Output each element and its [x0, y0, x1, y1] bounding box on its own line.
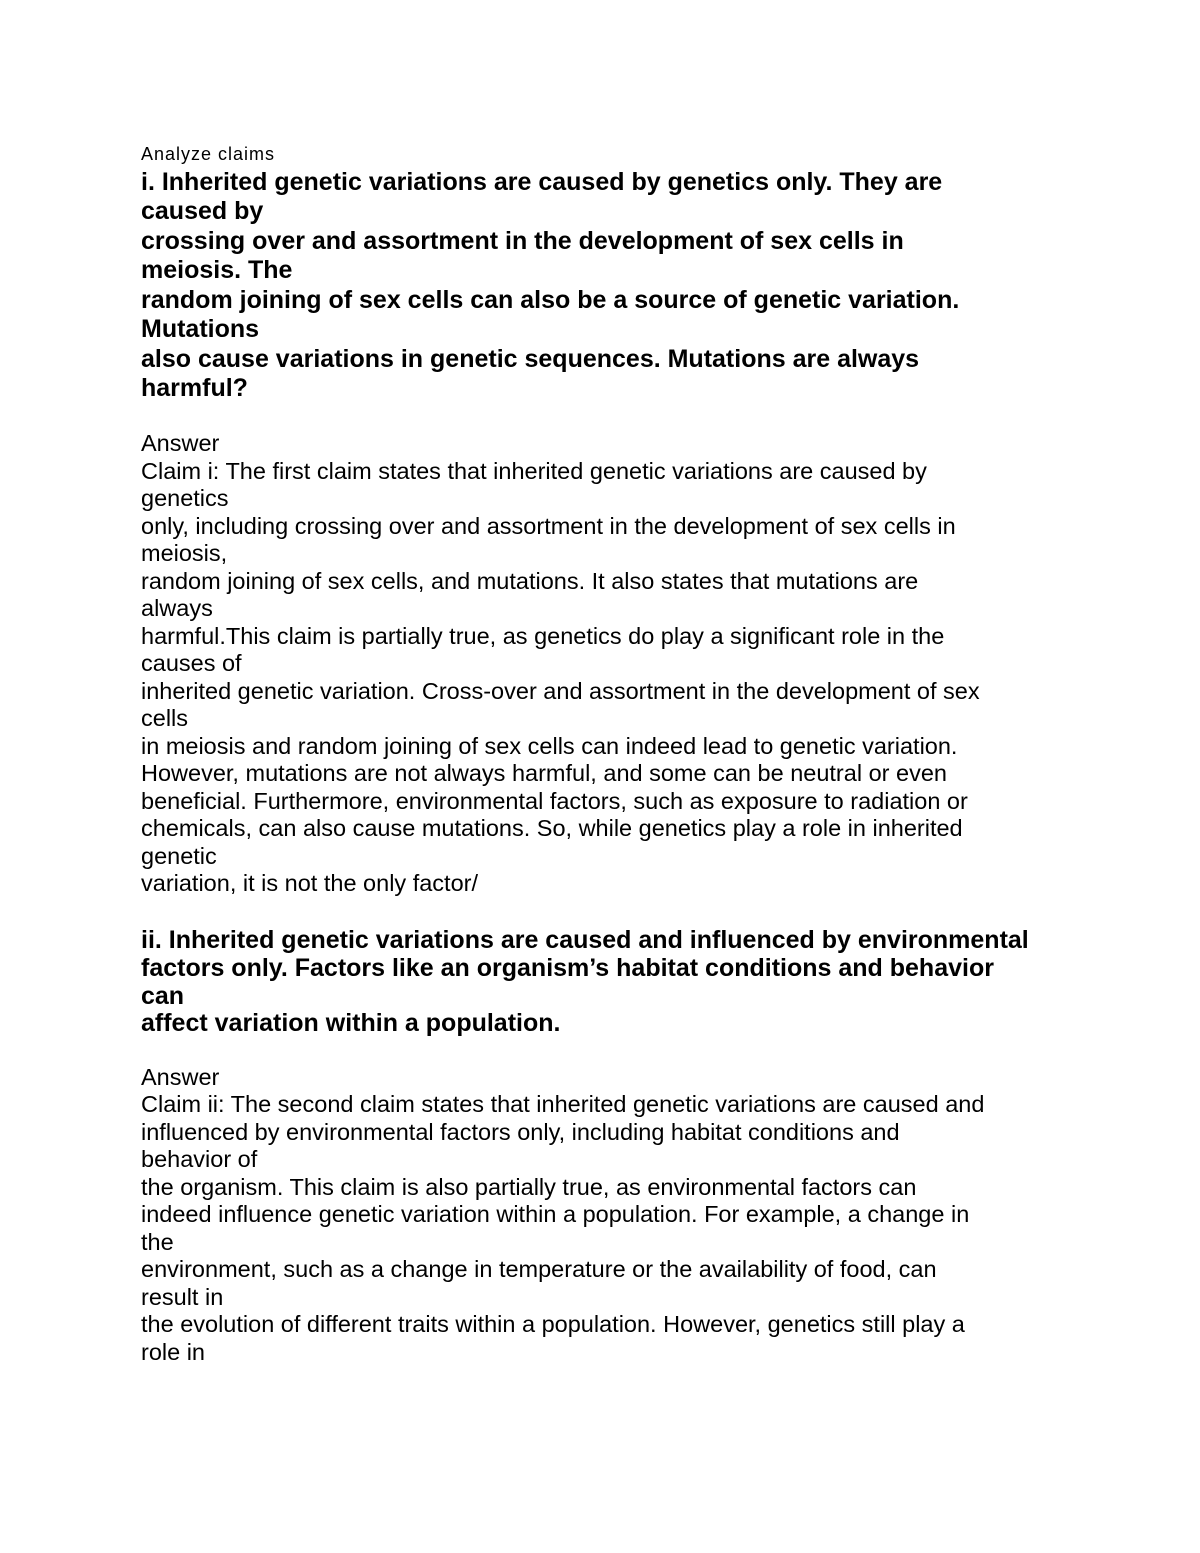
answer-i-line: inherited genetic variation. Cross-over and assortment in the development of sex	[141, 678, 980, 704]
claim-i-line: harmful?	[141, 374, 248, 402]
answer-ii-line: the organism. This claim is also partially true, as environmental factors can	[141, 1174, 917, 1200]
answer-i-line: in meiosis and random joining of sex cells can indeed lead to genetic variation.	[141, 733, 958, 759]
answer-ii-line: the	[141, 1229, 174, 1255]
claim-ii-line: ii. Inherited genetic variations are caused and influenced by environmental	[141, 926, 1029, 954]
claim-i-line: meiosis. The	[141, 256, 293, 284]
answer-ii-line: environment, such as a change in temperature or the availability of food, can	[141, 1256, 937, 1282]
answer-ii-line: influenced by environmental factors only, including habitat conditions and	[141, 1119, 900, 1145]
answer-i-line: variation, it is not the only factor/	[141, 870, 478, 896]
claim-ii-line: factors only. Factors like an organism’s habitat conditions and behavior	[141, 954, 994, 982]
claim-i-line: crossing over and assortment in the development of sex cells in	[141, 227, 904, 255]
answer-i-line: harmful.This claim is partially true, as genetics do play a significant role in the	[141, 623, 945, 649]
answer-i-line: beneficial. Furthermore, environmental factors, such as exposure to radiation or	[141, 788, 968, 814]
answer-ii-line: role in	[141, 1339, 206, 1365]
answer-i-line: genetic	[141, 843, 217, 869]
claim-ii-line: affect variation within a population.	[141, 1009, 561, 1037]
claim-i-line: Mutations	[141, 315, 260, 343]
answer-i-line: causes of	[141, 650, 242, 676]
claim-ii-line: can	[141, 982, 185, 1010]
answer-i-line: always	[141, 595, 213, 621]
answer-ii-line: indeed influence genetic variation within a population. For example, a change in	[141, 1201, 970, 1227]
answer-i-line: cells	[141, 705, 189, 731]
answer-i-line: genetics	[141, 485, 229, 511]
answer-i-line: chemicals, can also cause mutations. So, while genetics play a role in inherited	[141, 815, 963, 841]
answer-ii-line: Claim ii: The second claim states that inherited genetic variations are caused and	[141, 1091, 985, 1117]
claim-i-line: i. Inherited genetic variations are caused by genetics only. They are	[141, 168, 943, 196]
answer-i-line: However, mutations are not always harmful, and some can be neutral or even	[141, 760, 947, 786]
answer-ii-line: behavior of	[141, 1146, 258, 1172]
answer-i-line: Claim i: The first claim states that inherited genetic variations are caused by	[141, 458, 927, 484]
answer-i-line: only, including crossing over and assortment in the development of sex cells in	[141, 513, 956, 539]
answer-ii-line: result in	[141, 1284, 224, 1310]
answer-i-line: meiosis,	[141, 540, 228, 566]
answer-label: Answer	[141, 1064, 220, 1090]
answer-ii-line: the evolution of different traits within a population. However, genetics still play a	[141, 1311, 965, 1337]
answer-i-line: random joining of sex cells, and mutations. It also states that mutations are	[141, 568, 919, 594]
answer-label: Answer	[141, 430, 220, 456]
document-heading: Analyze claims	[141, 144, 276, 164]
claim-i-line: also cause variations in genetic sequences. Mutations are always	[141, 345, 920, 373]
claim-i-line: caused by	[141, 197, 264, 225]
claim-i-line: random joining of sex cells can also be a source of genetic variation.	[141, 286, 960, 314]
